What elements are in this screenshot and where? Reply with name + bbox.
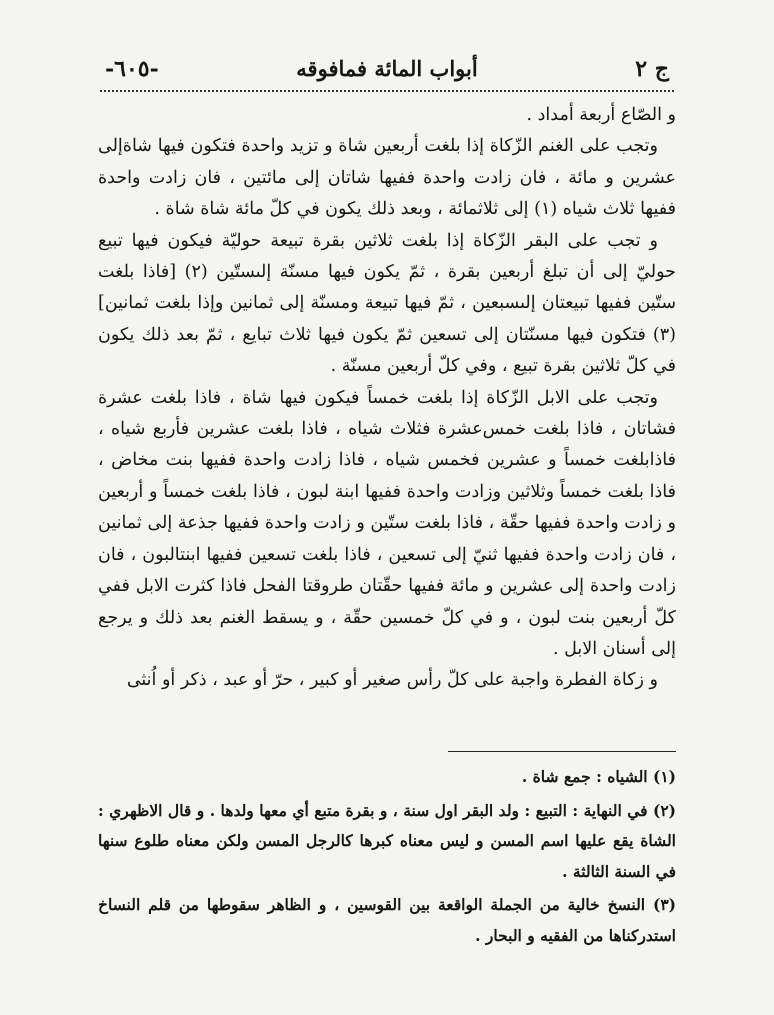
footnote-divider: [448, 751, 676, 752]
footnote: (٢) في النهاية : التبيع : ولد البقر اول سنة ، و بقرة متبع أي معها ولدها . و قال الاظهري : الشاة يقع عليها اسم المسن و ليس معناه كبرها كالرجل المسن ولكن معناه طلوع سنها في السنة الثالثة .: [98, 800, 676, 881]
paragraph: و زكاة الفطرة واجبة على كلّ رأس صغير أو كبير ، حرّ أو عبد ، ذكر أو اُنثى: [126, 670, 658, 691]
footnote: (١) الشياه : جمع شاة .: [521, 767, 676, 786]
paragraph: و تجب على البقر الزّكاة إذا بلغت ثلاثين بقرة تبيعة حوليّة فيكون فيها تبيع حوليّ إلى أن تبلغ أربعين بقرة ، ثمّ يكون فيها مسنّة إلىستّين (٢) [فاذا بلغت ستّين ففيها تبيعتان إلىسبعين ، ثمّ فيها تبيعة ومسنّة إلى ثمانين وإذا بلغت ثمانين](٣) فتكون فيها مسنّتان إلى تسعين ثمّ يكون فيها ثلاث تبايع ، ثمّ بعد ذلك يكون في كلّ ثلاثين بقرة تبيع ، وفي كلّ أربعين مسنّة .: [98, 230, 676, 377]
running-header: [105, 52, 669, 92]
paragraph: وتجب على الغنم الزّكاة إذا بلغت أربعين شاة و تزيد واحدة فتكون فيها شاةإلى عشرين و مائة ، فان زادت واحدة ففيها شاتان إلى مائتين ، فان زادت واحدة ففيها ثلاث شياه (١) إلى ثلاثمائة ، وبعد ذلك يكون في كلّ مائة شاة شاة .: [98, 136, 676, 220]
page-number: -٦٠٥-: [105, 56, 159, 82]
header-divider: [100, 90, 674, 92]
paragraph: وتجب على الابل الزّكاة إذا بلغت خمساً فيكون فيها شاة ، فاذا بلغت عشرة فشاتان ، فاذا بلغت خمس‌عشرة فثلاث شياه ، فاذا بلغت عشرين فأربع شياه ، فاذابلغت خمساً و عشرين فخمس شياه ، فاذا زادت واحدة ففيها بنت مخاض ، فاذا بلغت خمساً وثلاثين وزادت واحدة ففيها ابنة لبون ، فاذا بلغت خمساً و أربعين و زادت واحدة ففيها حقّة ، فاذا بلغت ستّين و زادت واحدة ففيها جذعة إلى ثمانين ، فان زادت واحدة ففيها ثنيّ إلى تسعين ، فاذا بلغت تسعين ففيها ابنتالبون ، فان زادت واحدة إلى عشرين و مائة ففيها حقّتان طروقتا الفحل فاذا كثرت الابل ففي كلّ أربعين بنت لبون ، و في كلّ خمسين حقّة ، و يسقط الغنم بعد ذلك و يرجع إلى أسنان الابل .: [98, 387, 676, 659]
running-title: أبواب المائة فمافوقه: [296, 56, 478, 81]
volume-label: ج ٢: [635, 56, 669, 82]
footnote: (٣) النسخ خالية من الجملة الواقعة بين القوسين ، و الظاهر سقوطها من قلم النساخ استدركناها من الفقيه و البحار .: [98, 895, 676, 945]
paragraph: و الصّاع أربعة أمداد .: [526, 105, 676, 125]
main-text: [98, 100, 676, 697]
footnotes: [98, 762, 676, 954]
